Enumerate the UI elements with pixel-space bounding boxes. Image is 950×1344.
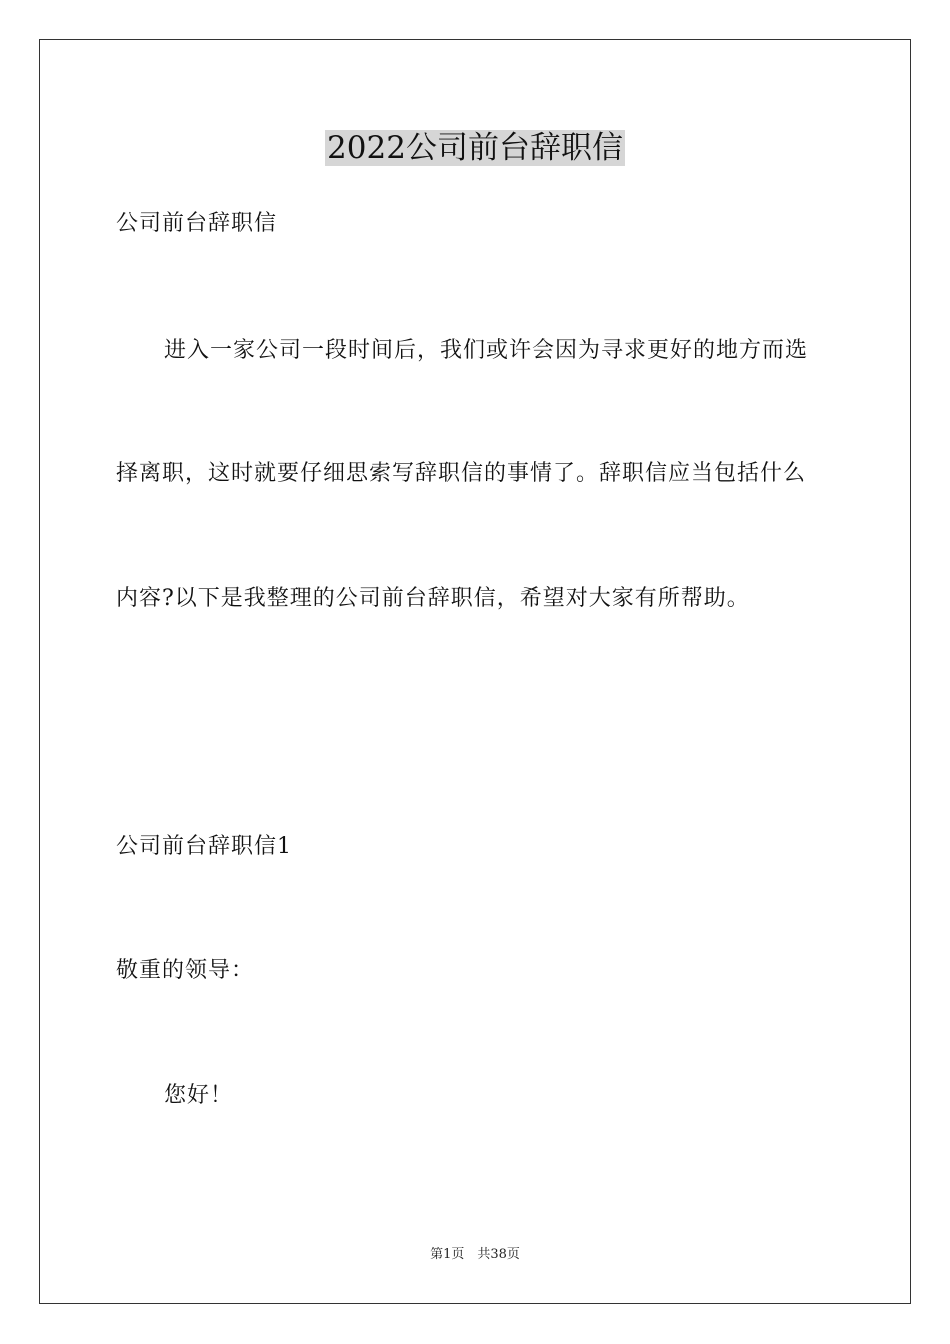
intro-paragraph-line-1: 进入一家公司一段时间后，我们或许会因为寻求更好的地方而选 [164,338,809,363]
intro-paragraph-line-3: 内容?以下是我整理的公司前台辞职信，希望对大家有所帮助。 [116,586,750,611]
section-heading: 公司前台辞职信1 [116,834,292,859]
document-title [0,128,950,168]
page-number-footer: 第1页 共38页 [430,1247,520,1262]
letter-salutation: 敬重的领导： [116,958,255,983]
document-subtitle: 公司前台辞职信 [116,211,278,236]
intro-paragraph-line-2: 择离职，这时就要仔细思索写辞职信的事情了。辞职信应当包括什么 [116,461,807,486]
document-title-text: 2022公司前台辞职信 [327,130,623,166]
letter-greeting: 您好！ [164,1083,234,1108]
